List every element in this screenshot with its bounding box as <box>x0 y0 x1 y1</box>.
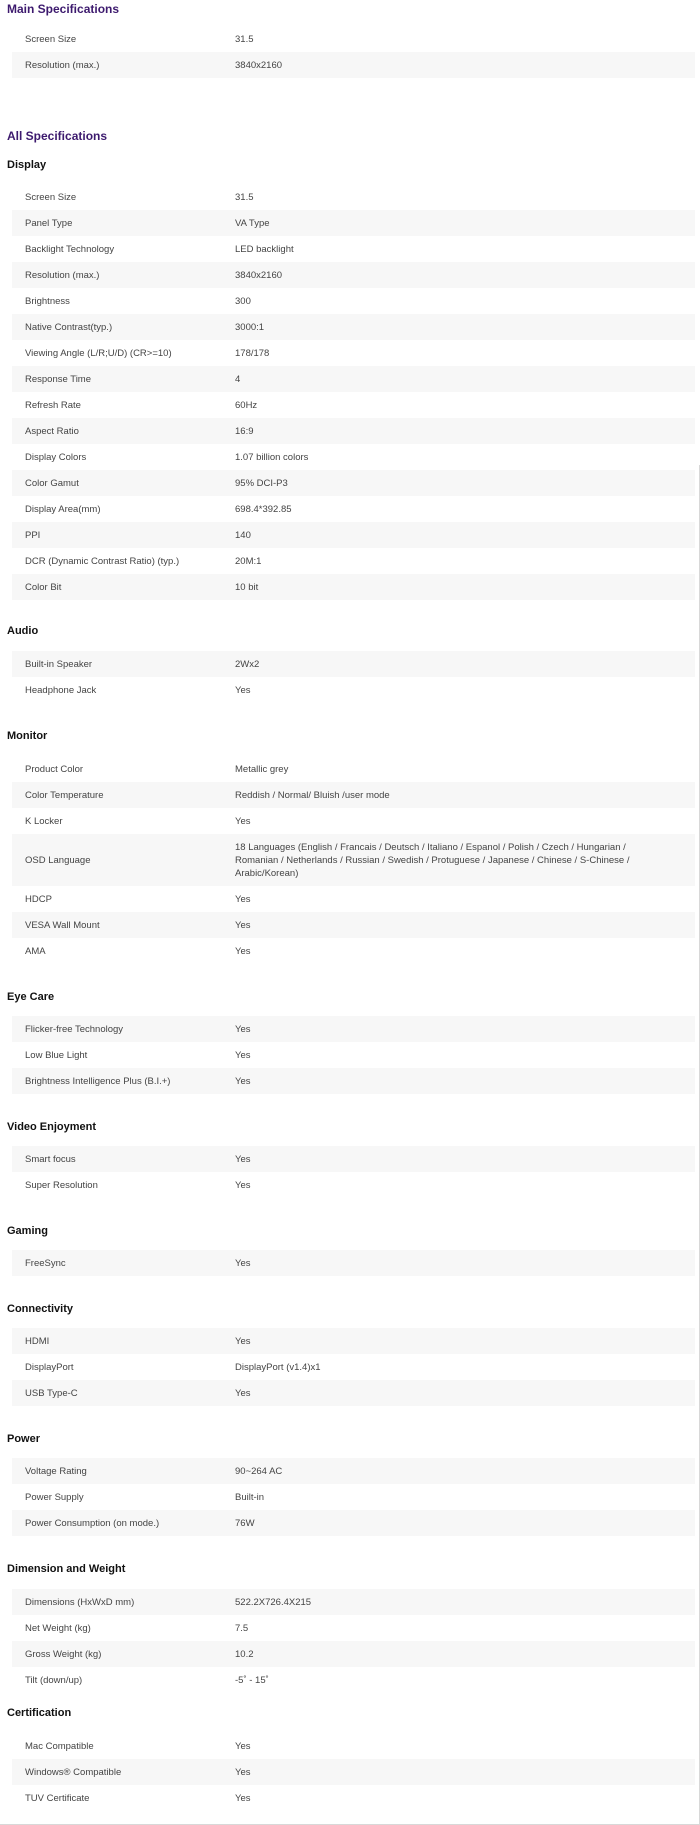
spec-value: -5˚ - 15˚ <box>235 1674 269 1686</box>
spec-value: Yes <box>235 893 251 905</box>
spec-row <box>12 1354 695 1380</box>
spec-row <box>12 886 695 912</box>
spec-row <box>12 262 695 288</box>
spec-row <box>12 288 695 314</box>
spec-value: Yes <box>235 1257 251 1269</box>
spec-label: Brightness <box>25 295 70 307</box>
spec-row <box>12 1172 695 1198</box>
spec-value: 10.2 <box>235 1648 254 1660</box>
spec-value: Yes <box>235 1792 251 1804</box>
spec-row <box>12 1458 695 1484</box>
spec-row <box>12 1589 695 1615</box>
spec-row <box>12 938 695 964</box>
spec-value: 90~264 AC <box>235 1465 283 1477</box>
spec-row <box>12 651 695 677</box>
spec-value: Yes <box>235 1335 251 1347</box>
spec-label: Response Time <box>25 373 92 385</box>
spec-row <box>12 782 695 808</box>
spec-row <box>12 1068 695 1094</box>
spec-row <box>12 834 695 886</box>
spec-label: USB Type-C <box>25 1387 78 1399</box>
spec-row <box>12 418 695 444</box>
spec-value: Yes <box>235 1075 251 1087</box>
spec-row <box>12 1615 695 1641</box>
spec-label: Display Area(mm) <box>25 503 101 515</box>
spec-value: Yes <box>235 945 251 957</box>
spec-label: TUV Certificate <box>25 1792 90 1804</box>
spec-row <box>12 1785 695 1811</box>
spec-row <box>12 444 695 470</box>
spec-row <box>12 184 695 210</box>
spec-label: Color Gamut <box>25 477 79 489</box>
spec-label: Gross Weight (kg) <box>25 1648 102 1660</box>
spec-value: 18 Languages (English / Francais / Deutsch / Italiano / Espanol / Polish / Czech / Hungarian / Romanian / Netherlands / Russian / Swedish / Protuguese / Japanese / Chinese / S-Chinese / Arabic/Korean) <box>235 841 630 879</box>
spec-value: Yes <box>235 684 251 696</box>
spec-value: LED backlight <box>235 243 294 255</box>
spec-label: Low Blue Light <box>25 1049 88 1061</box>
spec-label: Panel Type <box>25 217 73 229</box>
spec-row <box>12 496 695 522</box>
spec-row <box>12 1641 695 1667</box>
spec-value: 178/178 <box>235 347 270 359</box>
spec-label: Power Consumption (on mode.) <box>25 1517 160 1529</box>
spec-table-monitor <box>12 756 695 964</box>
spec-row <box>12 52 695 78</box>
spec-label: Resolution (max.) <box>25 269 100 281</box>
spec-label: Screen Size <box>25 33 77 45</box>
spec-row <box>12 808 695 834</box>
spec-value: 300 <box>235 295 251 307</box>
spec-table-display <box>12 184 695 600</box>
section-title-connectivity: Connectivity <box>7 1303 74 1315</box>
spec-table-power <box>12 1458 695 1536</box>
spec-value: 20M:1 <box>235 555 262 567</box>
spec-value: Yes <box>235 1387 251 1399</box>
spec-label: Windows® Compatible <box>25 1766 122 1778</box>
spec-label: Brightness Intelligence Plus (B.I.+) <box>25 1075 171 1087</box>
spec-value: 7.5 <box>235 1622 249 1634</box>
spec-value: Yes <box>235 919 251 931</box>
spec-value: Yes <box>235 1049 251 1061</box>
spec-value: 522.2X726.4X215 <box>235 1596 312 1608</box>
spec-value: 1.07 billion colors <box>235 451 309 463</box>
spec-label: Refresh Rate <box>25 399 81 411</box>
spec-value: 140 <box>235 529 251 541</box>
section-title-dimension-weight: Dimension and Weight <box>7 1563 126 1575</box>
spec-label: OSD Language <box>25 854 91 866</box>
spec-label: VESA Wall Mount <box>25 919 100 931</box>
main-specs-title: Main Specifications <box>7 2 120 16</box>
section-title-audio: Audio <box>7 625 39 637</box>
spec-value: 3840x2160 <box>235 269 283 281</box>
spec-row <box>12 756 695 782</box>
spec-row <box>12 1733 695 1759</box>
spec-value: 4 <box>235 373 241 385</box>
spec-label: K Locker <box>25 815 63 827</box>
spec-value: Yes <box>235 1740 251 1752</box>
spec-label: Backlight Technology <box>25 243 115 255</box>
spec-table-certification <box>12 1733 695 1811</box>
spec-label: Headphone Jack <box>25 684 97 696</box>
spec-label: Product Color <box>25 763 84 775</box>
spec-value: 698.4*392.85 <box>235 503 292 515</box>
section-title-certification: Certification <box>7 1707 72 1719</box>
spec-label: HDCP <box>25 893 52 905</box>
spec-label: Aspect Ratio <box>25 425 79 437</box>
spec-label: Resolution (max.) <box>25 59 100 71</box>
spec-row <box>12 210 695 236</box>
spec-value: Yes <box>235 1023 251 1035</box>
spec-row <box>12 574 695 600</box>
spec-label: Tilt (down/up) <box>25 1674 83 1686</box>
spec-label: Color Temperature <box>25 789 104 801</box>
spec-value: 3840x2160 <box>235 59 283 71</box>
spec-label: FreeSync <box>25 1257 66 1269</box>
spec-value: 31.5 <box>235 191 254 203</box>
section-title-video-enjoyment: Video Enjoyment <box>7 1121 97 1133</box>
spec-value: 31.5 <box>235 33 254 45</box>
spec-row <box>12 392 695 418</box>
spec-value: Yes <box>235 1179 251 1191</box>
section-title-eye-care: Eye Care <box>7 991 55 1003</box>
spec-label: Power Supply <box>25 1491 84 1503</box>
spec-value: 95% DCI-P3 <box>235 477 288 489</box>
spec-label: Mac Compatible <box>25 1740 94 1752</box>
spec-row <box>12 1484 695 1510</box>
spec-row <box>12 366 695 392</box>
spec-value: Built-in <box>235 1491 265 1503</box>
spec-value: VA Type <box>235 217 270 229</box>
spec-value: Yes <box>235 815 251 827</box>
spec-label: PPI <box>25 529 41 541</box>
spec-row <box>12 522 695 548</box>
spec-table-gaming <box>12 1250 695 1276</box>
spec-table-eye-care <box>12 1016 695 1094</box>
spec-row <box>12 677 695 703</box>
all-specs-title: All Specifications <box>7 129 108 143</box>
spec-row <box>12 26 695 52</box>
spec-value: 3000:1 <box>235 321 265 333</box>
spec-value: Metallic grey <box>235 763 289 775</box>
spec-label: Native Contrast(typ.) <box>25 321 113 333</box>
spec-label: Net Weight (kg) <box>25 1622 91 1634</box>
spec-value: Yes <box>235 1766 251 1778</box>
section-title-monitor: Monitor <box>7 730 48 742</box>
spec-label: Color Bit <box>25 581 62 593</box>
spec-row <box>12 1042 695 1068</box>
spec-label: DCR (Dynamic Contrast Ratio) (typ.) <box>25 555 180 567</box>
spec-label: Built-in Speaker <box>25 658 93 670</box>
main-specs-table <box>12 26 695 78</box>
spec-row <box>12 1328 695 1354</box>
spec-value: 10 bit <box>235 581 259 593</box>
spec-value: Reddish / Normal/ Bluish /user mode <box>235 789 390 801</box>
spec-label: Viewing Angle (L/R;U/D) (CR>=10) <box>25 347 172 359</box>
spec-row <box>12 1510 695 1536</box>
spec-row <box>12 1759 695 1785</box>
spec-table-video-enjoyment <box>12 1146 695 1198</box>
spec-label: Flicker-free Technology <box>25 1023 124 1035</box>
spec-value: DisplayPort (v1.4)x1 <box>235 1361 321 1373</box>
spec-row <box>12 236 695 262</box>
section-title-display: Display <box>7 159 47 171</box>
spec-row <box>12 1250 695 1276</box>
spec-label: Screen Size <box>25 191 77 203</box>
spec-label: Super Resolution <box>25 1179 98 1191</box>
spec-label: Dimensions (HxWxD mm) <box>25 1596 135 1608</box>
spec-label: AMA <box>25 945 46 957</box>
spec-value: 60Hz <box>235 399 258 411</box>
spec-table-connectivity <box>12 1328 695 1406</box>
spec-label: Smart focus <box>25 1153 76 1165</box>
spec-label: Voltage Rating <box>25 1465 87 1477</box>
spec-row <box>12 1667 695 1693</box>
spec-table-dimension-weight <box>12 1589 695 1693</box>
spec-row <box>12 1380 695 1406</box>
spec-label: Display Colors <box>25 451 87 463</box>
spec-row <box>12 1146 695 1172</box>
spec-row <box>12 340 695 366</box>
spec-table-audio <box>12 651 695 703</box>
spec-label: DisplayPort <box>25 1361 74 1373</box>
spec-value: 76W <box>235 1517 255 1529</box>
spec-row <box>12 912 695 938</box>
spec-row <box>12 1016 695 1042</box>
spec-value: Yes <box>235 1153 251 1165</box>
section-title-gaming: Gaming <box>7 1225 48 1237</box>
spec-value: 2Wx2 <box>235 658 260 670</box>
section-title-power: Power <box>7 1433 41 1445</box>
spec-row <box>12 314 695 340</box>
spec-row <box>12 470 695 496</box>
spec-value: 16:9 <box>235 425 254 437</box>
spec-label: HDMI <box>25 1335 50 1347</box>
spec-row <box>12 548 695 574</box>
